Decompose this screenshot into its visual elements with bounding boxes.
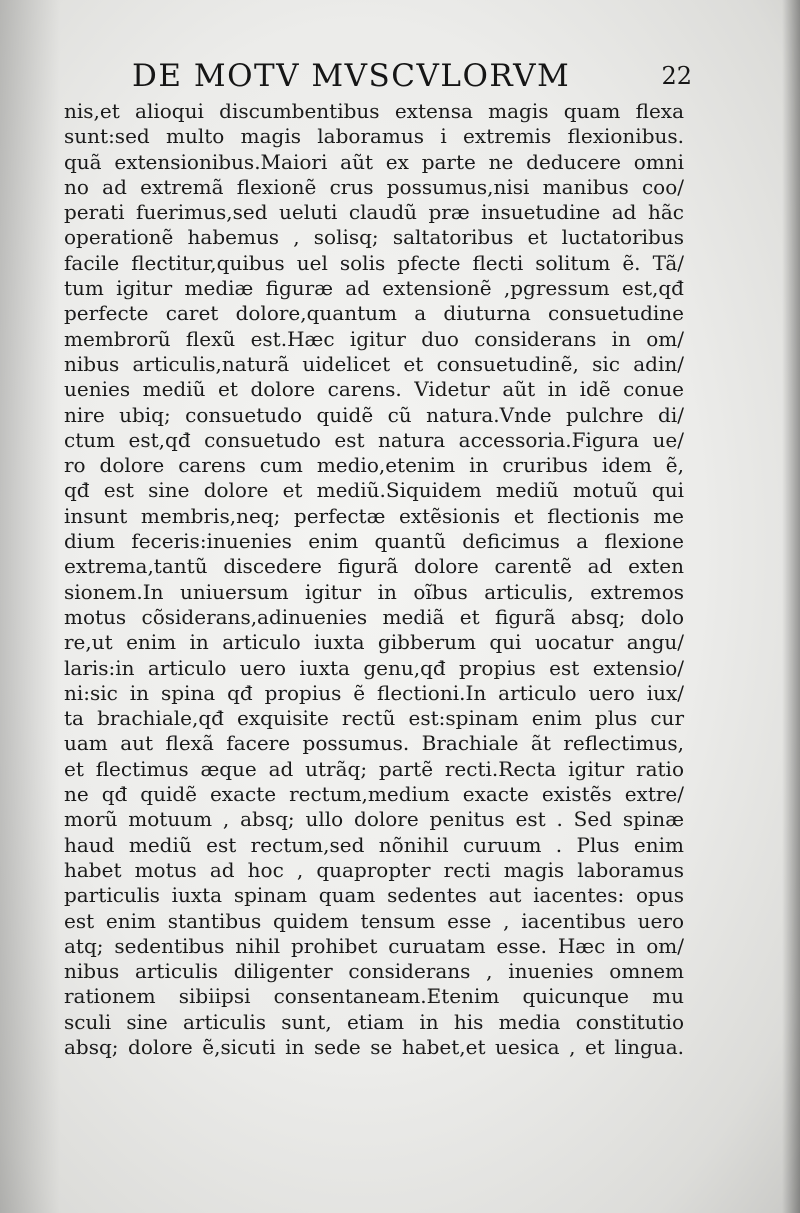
text-line: et flectimus æque ad utrãq; partẽ recti.Recta igitur ratio [64, 756, 684, 781]
text-line: nibus articulis diligenter considerans , inuenies omnem [64, 959, 684, 984]
text-line: habet motus ad hoc , quapropter recti magis laboramus [64, 857, 684, 882]
text-line: re,ut enim in articulo iuxta gibberum qui uocatur angu/ [64, 630, 684, 655]
running-title: DE MOTV MVSCVLORVM [132, 58, 571, 94]
text-line: sionem.In uniuersum igitur in oĩbus articulis, extremos [64, 579, 684, 604]
text-line: perfecte caret dolore,quantum a diuturna consuetudine [64, 301, 684, 326]
page-number: 22 [661, 62, 692, 90]
text-line: uam aut flexã facere possumus. Brachiale ãt reflectimus, [64, 731, 684, 756]
text-line: ni:sic in spina qđ propius ẽ flectioni.In articulo uero iux/ [64, 680, 684, 705]
text-line: ta brachiale,qđ exquisite rectũ est:spinam enim plus cur [64, 706, 684, 731]
text-line: particulis iuxta spinam quam sedentes aut iacentes: opus [64, 883, 684, 908]
text-line: ro dolore carens cum medio,etenim in cruribus idem ẽ, [64, 453, 684, 478]
text-line: no ad extremã flexionẽ crus possumus,nisi manibus coo/ [64, 174, 684, 199]
text-line: quã extensionibus.Maiori aũt ex parte ne deducere omni [64, 149, 684, 174]
text-line: uenies mediũ et dolore carens. Videtur aũt in idẽ conue [64, 377, 684, 402]
text-line: motus cõsiderans,adinuenies mediã et figurã absq; dolo [64, 604, 684, 629]
text-line: extrema,tantũ discedere figurã dolore carentẽ ad exten [64, 554, 684, 579]
text-line: tum igitur mediæ figuræ ad extensionẽ ,pgressum est,qđ [64, 276, 684, 301]
text-line: facile flectitur,quibus uel solis pfecte flecti solitum ẽ. Tã/ [64, 250, 684, 275]
text-line: est enim stantibus quidem tensum esse , iacentibus uero [64, 908, 684, 933]
edge-shadow [782, 0, 800, 1213]
text-line: dium feceris:inuenies enim quantũ deficimus a flexione [64, 529, 684, 554]
text-line: operationẽ habemus , solisq; saltatoribus et luctatoribus [64, 225, 684, 250]
show-through-smudge [90, 1062, 290, 1084]
text-line: ne qđ quidẽ exacte rectum,medium exacte existẽs extre/ [64, 782, 684, 807]
text-line: insunt membris,neq; perfectæ extẽsionis et flectionis me [64, 503, 684, 528]
text-line: membrorũ flexũ est.Hæc igitur duo considerans in om/ [64, 326, 684, 351]
page-header [132, 58, 692, 100]
text-line: atq; sedentibus nihil prohibet curuatam esse. Hæc in om/ [64, 933, 684, 958]
text-line: perati fuerimus,sed ueluti claudũ præ insuetudine ad hãc [64, 200, 684, 225]
text-line: ctum est,qđ consuetudo est natura accessoria.Figura ue/ [64, 427, 684, 452]
text-line: nire ubiq; consuetudo quidẽ cũ natura.Vnde pulchre di/ [64, 402, 684, 427]
text-line: nis,et alioqui discumbentibus extensa magis quam flexa [64, 99, 684, 123]
text-line: nibus articulis,naturã uidelicet et consuetudinẽ, sic adin/ [64, 351, 684, 376]
text-line: morũ motuum , absq; ullo dolore penitus est . Sed spinæ [64, 807, 684, 832]
body-text [64, 99, 684, 1060]
text-line: sunt:sed multo magis laboramus i extremis flexionibus. [64, 124, 684, 149]
gutter-shadow [0, 0, 60, 1213]
text-line: haud mediũ est rectum,sed nõnihil curuum . Plus enim [64, 832, 684, 857]
text-line: absq; dolore ẽ,sicuti in sede se habet,et uesica , et lingua. [64, 1034, 684, 1059]
text-line: sculi sine articulis sunt, etiam in his media constitutio [64, 1009, 684, 1034]
text-line: laris:in articulo uero iuxta genu,qđ propius est extensio/ [64, 655, 684, 680]
text-line: qđ est sine dolore et mediũ.Siquidem mediũ motuũ qui [64, 478, 684, 503]
text-line: rationem sibiipsi consentaneam.Etenim quicunque mu [64, 984, 684, 1009]
